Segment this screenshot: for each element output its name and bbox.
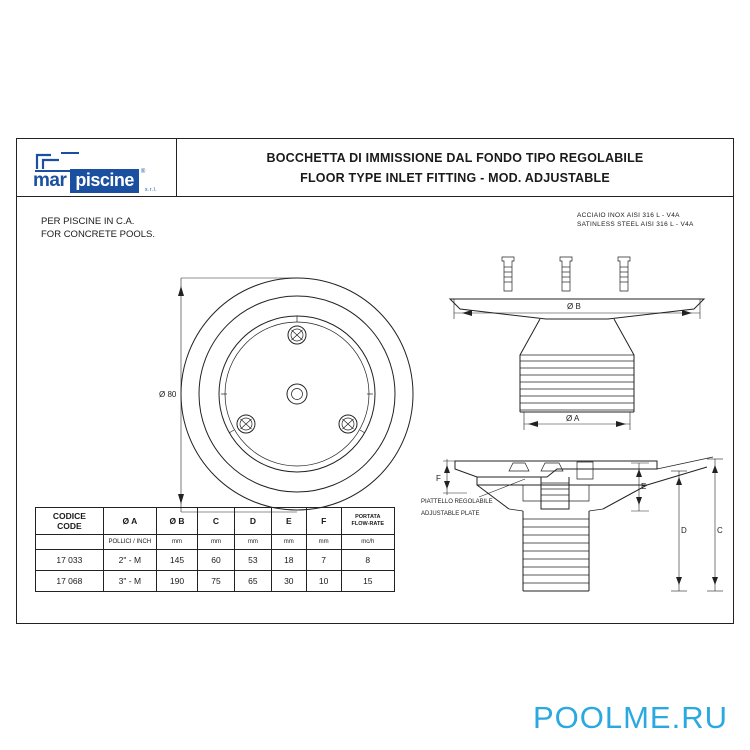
cell-diameter-a: 3" - M <box>103 571 156 592</box>
dimension-label-e: E <box>641 482 647 491</box>
body-flare-right <box>647 467 707 485</box>
note-concrete-pools-en: FOR CONCRETE POOLS. <box>41 229 156 240</box>
header-code-en: CODE <box>57 521 82 531</box>
technical-drawing-sheet <box>16 138 734 624</box>
header-d: D <box>234 508 271 535</box>
note-concrete-pools-it: PER PISCINE IN C.A. <box>41 216 135 227</box>
title-english: FLOOR TYPE INLET FITTING - MOD. ADJUSTABLE <box>300 170 610 185</box>
header-f: F <box>306 508 341 535</box>
top-section-drawing <box>432 247 732 452</box>
unit-diameter-b: mm <box>157 535 198 550</box>
dimension-label-diameter-80: Ø 80 <box>159 390 177 399</box>
cell-diameter-b: 145 <box>157 550 198 571</box>
plate-boss <box>577 462 593 479</box>
cell-f: 10 <box>306 571 341 592</box>
header-flow-en: FLOW-RATE <box>351 521 385 527</box>
table-header-row-main <box>36 508 395 535</box>
unit-e: mm <box>271 535 306 550</box>
body-upper-left <box>477 477 647 485</box>
center-hole-circle <box>287 384 307 404</box>
note-material-it: ACCIAIO INOX AISI 316 L - V4A <box>577 212 680 219</box>
cell-e: 30 <box>271 571 306 592</box>
cell-e: 18 <box>271 550 306 571</box>
cell-code: 17 068 <box>36 571 104 592</box>
label-adjustable-plate-it: PIATTELLO REGOLABILE <box>421 499 493 505</box>
screw-symbol-center <box>560 257 572 291</box>
unit-flow-rate: mc/h <box>341 535 394 550</box>
unit-c: mm <box>198 535 235 550</box>
logo-brand-mar: mar <box>33 170 67 191</box>
cell-code: 17 033 <box>36 550 104 571</box>
table-row <box>36 550 395 571</box>
plate-outer-circle <box>219 316 375 472</box>
header-e: E <box>271 508 306 535</box>
outer-flange-circle <box>181 278 413 510</box>
note-material-en: SATINLESS STEEL AISI 316 L - V4A <box>577 221 694 228</box>
plate-slot-a <box>509 463 529 471</box>
adjustable-plate-section <box>455 461 657 477</box>
header-flow-it: PORTATA <box>355 514 381 520</box>
cone-left <box>520 319 540 412</box>
table-row <box>36 571 395 592</box>
unit-d: mm <box>234 535 271 550</box>
logo-wordmark <box>33 169 145 193</box>
header-diameter-a: Ø A <box>103 508 156 535</box>
cone-right <box>614 319 634 412</box>
dimension-label-d: D <box>681 526 687 535</box>
dimension-diameter-80 <box>178 278 297 512</box>
unit-diameter-a: POLLICI / INCH <box>103 535 156 550</box>
adjust-stem-threads <box>541 483 569 501</box>
dimension-label-diameter-a: Ø A <box>566 414 580 423</box>
cell-c: 60 <box>198 550 235 571</box>
screw-bottom-left <box>237 415 255 433</box>
cell-d: 53 <box>234 550 271 571</box>
dimension-label-f: F <box>436 474 441 483</box>
screw-symbol-right <box>618 257 630 291</box>
front-view-drawing <box>147 234 437 544</box>
internal-rib-right <box>569 485 589 501</box>
bottom-section-drawing <box>417 449 732 621</box>
logo-registered-mark: ® <box>140 169 146 175</box>
center-hole-inner <box>292 389 303 400</box>
cone-left-lower <box>477 485 509 509</box>
cell-c: 75 <box>198 571 235 592</box>
watermark-main: POOLME <box>532 700 672 735</box>
cell-diameter-b: 190 <box>157 571 198 592</box>
dimension-c <box>707 459 723 591</box>
header-flow-rate <box>341 508 394 535</box>
plate-slot-b <box>541 463 563 471</box>
dimension-label-diameter-b: Ø B <box>567 302 581 311</box>
dimension-label-c: C <box>717 526 723 535</box>
document-title <box>177 139 733 196</box>
header-code-it: CODICE <box>52 511 86 521</box>
note-material <box>577 211 717 229</box>
watermark <box>533 700 728 736</box>
unit-code <box>36 535 104 550</box>
logo-brand-piscine: piscine <box>70 169 139 193</box>
logo-cell <box>17 139 177 196</box>
label-adjustable-plate-en: ADJUSTABLE PLATE <box>421 511 480 517</box>
screw-top <box>288 326 306 344</box>
screw-bottom-right <box>339 415 357 433</box>
watermark-tld: .RU <box>671 700 728 735</box>
cell-flow-rate: 8 <box>341 550 394 571</box>
title-block <box>17 139 733 197</box>
note-concrete-pools <box>41 215 155 241</box>
leader-adjustable-plate <box>479 479 525 497</box>
thread-hatching <box>520 361 634 410</box>
header-diameter-b: Ø B <box>157 508 198 535</box>
adjust-stem <box>541 477 569 509</box>
cell-flow-rate: 15 <box>341 571 394 592</box>
specification-table <box>35 507 395 592</box>
screw-symbol-left <box>502 257 514 291</box>
inner-flange-circle <box>199 296 395 492</box>
cell-f: 7 <box>306 550 341 571</box>
header-code <box>36 508 104 535</box>
cell-d: 65 <box>234 571 271 592</box>
table-header-row-units <box>36 535 395 550</box>
lower-thread-hatching <box>523 519 589 583</box>
cell-diameter-a: 2" - M <box>103 550 156 571</box>
logo-srl-label: s.r.l. <box>145 187 158 193</box>
unit-f: mm <box>306 535 341 550</box>
title-italian: BOCCHETTA DI IMMISSIONE DAL FONDO TIPO REGOLABILE <box>266 150 644 165</box>
header-c: C <box>198 508 235 535</box>
